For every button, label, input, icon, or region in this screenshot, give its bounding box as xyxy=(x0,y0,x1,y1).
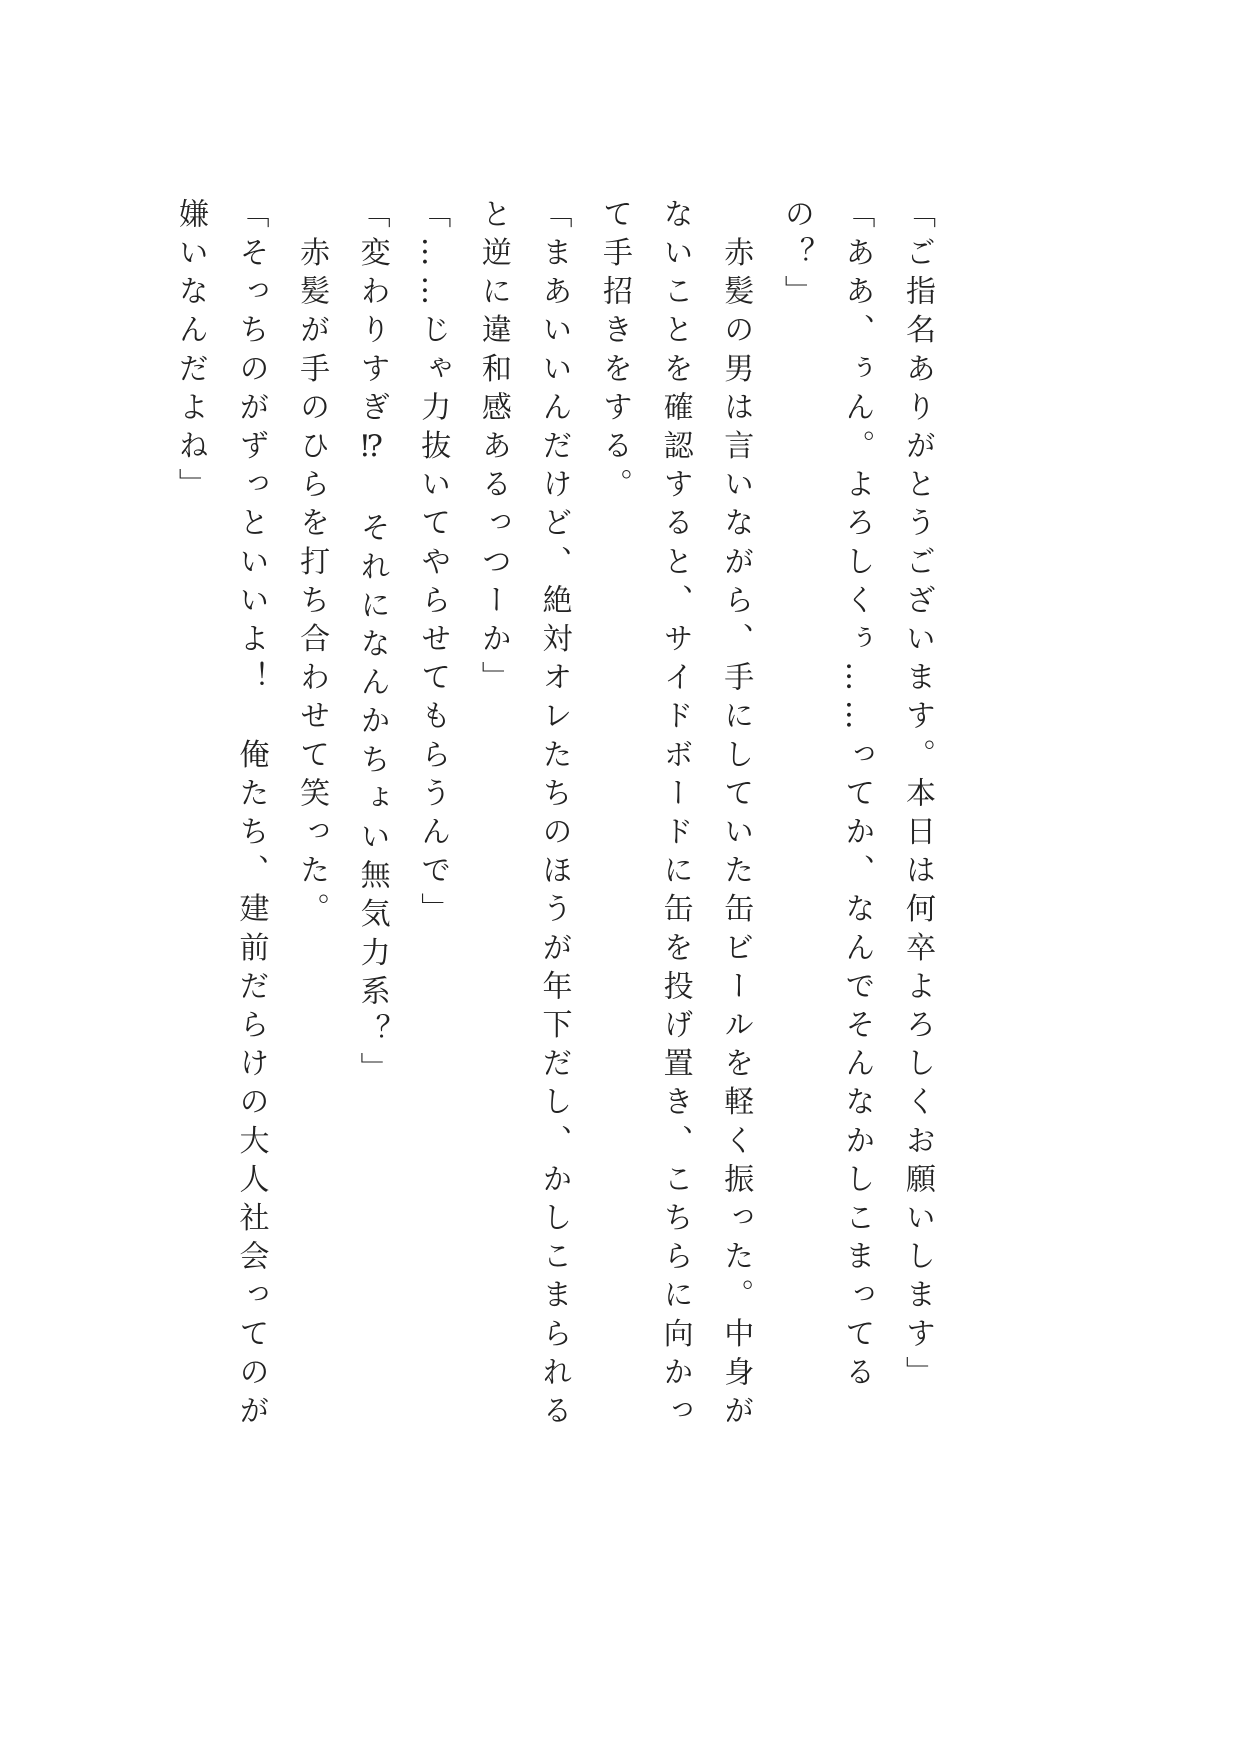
text-line: ないことを確認すると、サイドボードに缶を投げ置き、こちらに向かっ xyxy=(657,198,693,1434)
text-line: 「……じゃ力抜いてやらせてもらうんで」 xyxy=(415,198,451,932)
text-line: 赤髪が手のひらを打ち合わせて笑った。 xyxy=(294,198,330,932)
text-line: 「ああ、ぅん。よろしくぅ……ってか、なんでそんなかしこまってる xyxy=(839,198,875,1395)
text-line: 嫌いなんだよね」 xyxy=(172,198,208,507)
text-line: と逆に違和感あるっつーか」 xyxy=(475,198,511,700)
text-line: の？」 xyxy=(778,198,814,314)
text-line: 「そっちのがずっといいよ！ 俺たち、建前だらけの大人社会ってのが xyxy=(233,198,269,1434)
text-line: 「ご指名ありがとうございます。本日は何卒よろしくお願いします」 xyxy=(900,198,935,1395)
text-line: 「変わりすぎ⁉ それになんかちょい無気力系？」 xyxy=(354,198,390,1091)
vertical-text-body xyxy=(159,198,947,1434)
text-line: 「まあいいんだけど、絶対オレたちのほうが年下だし、かしこまられる xyxy=(536,198,572,1434)
text-line: 赤髪の男は言いながら、手にしていた缶ビールを軽く振った。中身が xyxy=(718,198,754,1434)
text-line: て手招きをする。 xyxy=(597,198,633,507)
